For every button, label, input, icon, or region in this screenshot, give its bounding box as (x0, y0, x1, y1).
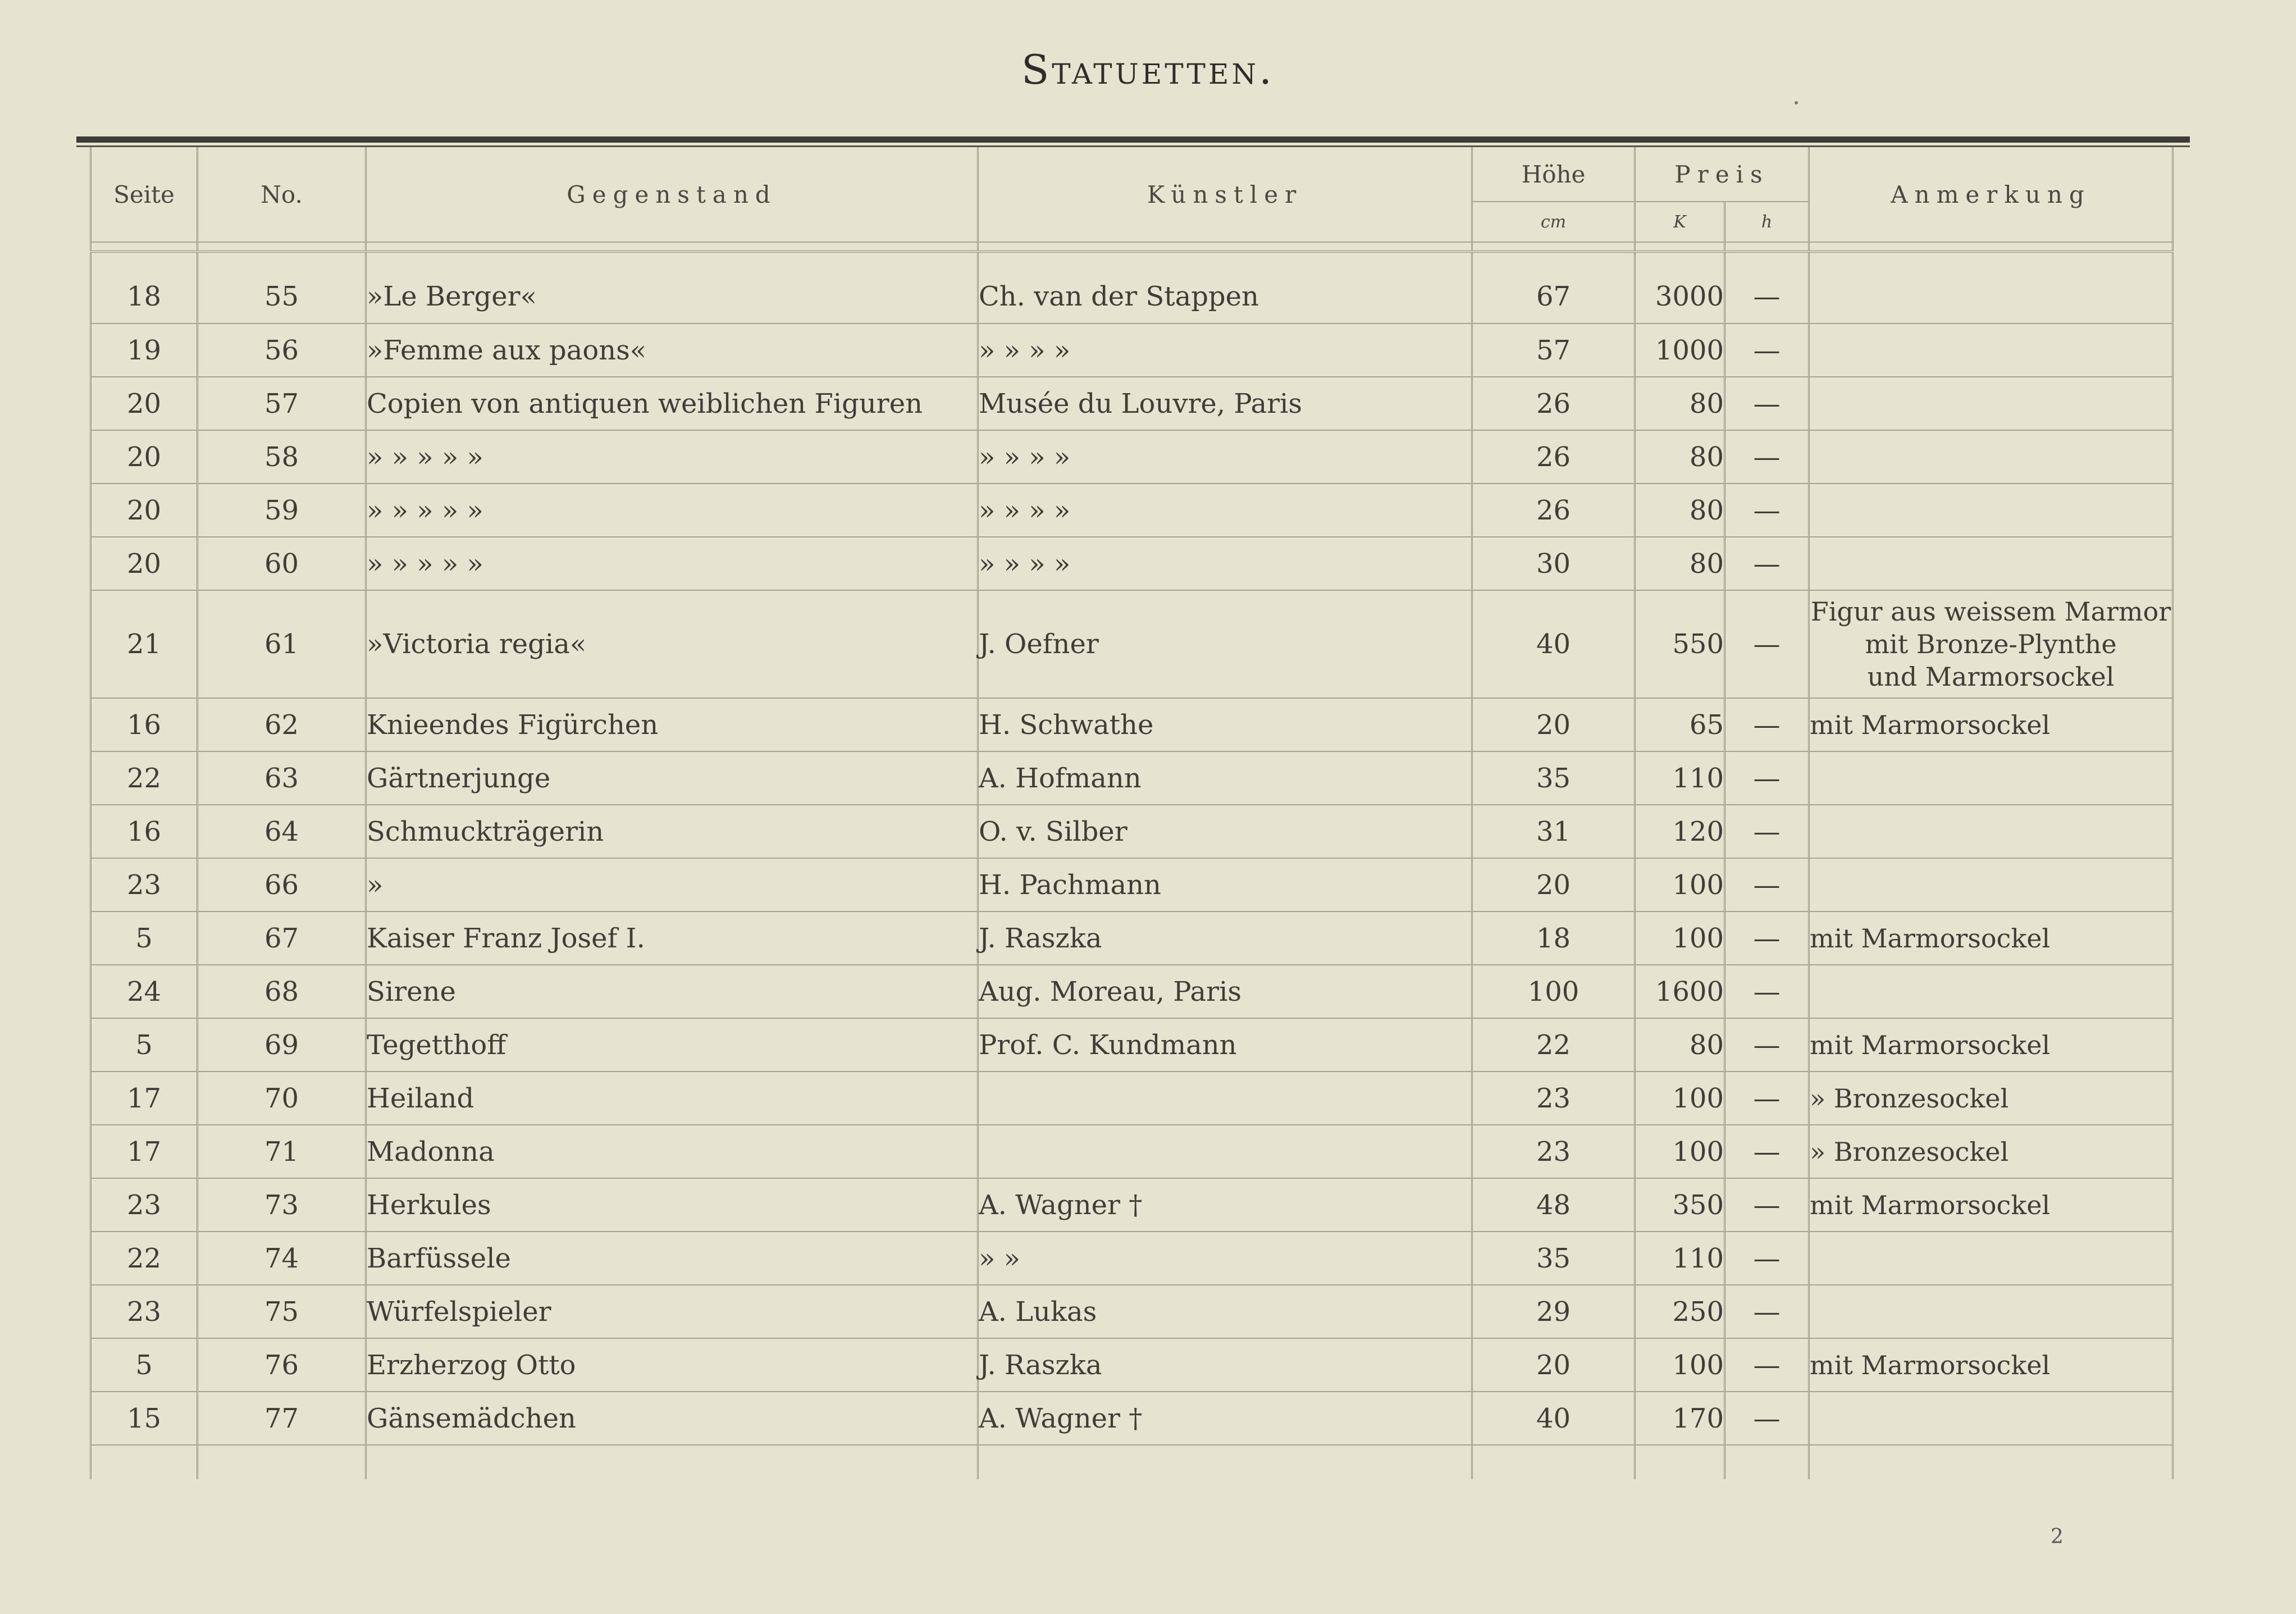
cell-preis-k: 110 (1635, 1232, 1725, 1285)
header-gegenstand: Gegenstand (366, 147, 978, 242)
cell-no: 56 (198, 323, 366, 377)
cell-preis-h: — (1725, 698, 1809, 751)
cell-anmerkung (1809, 858, 2173, 911)
cell-hoehe: 40 (1472, 590, 1635, 698)
cell-gegenstand: Knieendes Figürchen (366, 698, 978, 751)
header-hoehe: Höhe (1472, 147, 1635, 202)
cell-preis-h: — (1725, 965, 1809, 1018)
cell-kuenstler: » » » » (978, 430, 1472, 484)
cell-gegenstand: Madonna (366, 1125, 978, 1178)
cell-preis-k: 100 (1635, 858, 1725, 911)
table-row (91, 858, 2173, 911)
cell-kuenstler: » » » » (978, 537, 1472, 590)
cell-no: 63 (198, 751, 366, 805)
cell-seite: 5 (91, 911, 198, 965)
cell-seite: 5 (91, 1018, 198, 1072)
cell-preis-k: 100 (1635, 1125, 1725, 1178)
cell-hoehe: 57 (1472, 323, 1635, 377)
cell-gegenstand: Kaiser Franz Josef I. (366, 911, 978, 965)
header-no: No. (198, 147, 366, 242)
table-row (91, 430, 2173, 484)
table-row (91, 323, 2173, 377)
cell-gegenstand: Erzherzog Otto (366, 1338, 978, 1392)
table-row (91, 1285, 2173, 1338)
cell-preis-k: 250 (1635, 1285, 1725, 1338)
cell-gegenstand: Heiland (366, 1072, 978, 1125)
cell-seite: 20 (91, 537, 198, 590)
cell-no: 66 (198, 858, 366, 911)
cell-kuenstler: Ch. van der Stappen (978, 252, 1472, 323)
cell-hoehe: 35 (1472, 751, 1635, 805)
cell-anmerkung (1809, 323, 2173, 377)
cell-seite: 17 (91, 1072, 198, 1125)
cell-anmerkung (1809, 484, 2173, 537)
empty-cell (366, 1445, 978, 1479)
cell-hoehe: 30 (1472, 537, 1635, 590)
cell-gegenstand: Copien von antiquen weiblichen Figuren (366, 377, 978, 430)
table-row (91, 805, 2173, 858)
cell-preis-h: — (1725, 1232, 1809, 1285)
cell-kuenstler: » » » » (978, 484, 1472, 537)
cell-anmerkung (1809, 805, 2173, 858)
cell-gegenstand: Barfüssele (366, 1232, 978, 1285)
cell-preis-k: 80 (1635, 430, 1725, 484)
cell-kuenstler (978, 1125, 1472, 1178)
empty-cell (91, 1445, 198, 1479)
cell-seite: 18 (91, 252, 198, 323)
cell-gegenstand: Gänsemädchen (366, 1392, 978, 1445)
cell-gegenstand: Herkules (366, 1178, 978, 1232)
cell-preis-k: 100 (1635, 1338, 1725, 1392)
cell-no: 61 (198, 590, 366, 698)
cell-hoehe: 100 (1472, 965, 1635, 1018)
cell-hoehe: 18 (1472, 911, 1635, 965)
cell-hoehe: 48 (1472, 1178, 1635, 1232)
cell-no: 68 (198, 965, 366, 1018)
table-row (91, 377, 2173, 430)
cell-seite: 20 (91, 430, 198, 484)
cell-seite: 23 (91, 858, 198, 911)
cell-anmerkung (1809, 430, 2173, 484)
page-number: 2 (2051, 1525, 2064, 1548)
cell-no: 59 (198, 484, 366, 537)
cell-preis-h: — (1725, 537, 1809, 590)
empty-cell (978, 1445, 1472, 1479)
table-row (91, 965, 2173, 1018)
cell-preis-k: 100 (1635, 911, 1725, 965)
table-row (91, 252, 2173, 323)
cell-no: 55 (198, 252, 366, 323)
cell-kuenstler: J. Raszka (978, 1338, 1472, 1392)
cell-anmerkung (1809, 965, 2173, 1018)
top-rule-thick (76, 136, 2190, 143)
cell-seite: 23 (91, 1178, 198, 1232)
cell-preis-h: — (1725, 1018, 1809, 1072)
table-row (91, 484, 2173, 537)
cell-no: 58 (198, 430, 366, 484)
cell-kuenstler: Aug. Moreau, Paris (978, 965, 1472, 1018)
cell-seite: 15 (91, 1392, 198, 1445)
cell-hoehe: 22 (1472, 1018, 1635, 1072)
cell-preis-h: — (1725, 377, 1809, 430)
cell-kuenstler: Prof. C. Kundmann (978, 1018, 1472, 1072)
cell-seite: 22 (91, 1232, 198, 1285)
cell-hoehe: 20 (1472, 858, 1635, 911)
cell-gegenstand: » (366, 858, 978, 911)
cell-kuenstler: A. Wagner † (978, 1178, 1472, 1232)
cell-gegenstand: » » » » » (366, 537, 978, 590)
cell-anmerkung: mit Marmorsockel (1809, 1338, 2173, 1392)
cell-preis-h: — (1725, 484, 1809, 537)
cell-gegenstand: Schmuckträgerin (366, 805, 978, 858)
cell-hoehe: 67 (1472, 252, 1635, 323)
header-anmerkung: Anmerkung (1809, 147, 2173, 242)
cell-anmerkung: mit Marmorsockel (1809, 698, 2173, 751)
cell-gegenstand: »Le Berger« (366, 252, 978, 323)
empty-cell (1635, 1445, 1725, 1479)
cell-preis-k: 80 (1635, 377, 1725, 430)
cell-kuenstler: » » (978, 1232, 1472, 1285)
cell-preis-k: 350 (1635, 1178, 1725, 1232)
cell-kuenstler: J. Oefner (978, 590, 1472, 698)
cell-hoehe: 35 (1472, 1232, 1635, 1285)
cell-no: 69 (198, 1018, 366, 1072)
cell-no: 71 (198, 1125, 366, 1178)
cell-preis-k: 80 (1635, 484, 1725, 537)
cell-anmerkung (1809, 590, 2173, 698)
cell-anmerkung (1809, 1285, 2173, 1338)
cell-gegenstand: »Victoria regia« (366, 590, 978, 698)
cell-gegenstand: »Femme aux paons« (366, 323, 978, 377)
cell-seite: 16 (91, 805, 198, 858)
cell-preis-k: 80 (1635, 537, 1725, 590)
cell-no: 62 (198, 698, 366, 751)
table-row (91, 1018, 2173, 1072)
cell-hoehe: 40 (1472, 1392, 1635, 1445)
cell-preis-k: 170 (1635, 1392, 1725, 1445)
cell-preis-h: — (1725, 1338, 1809, 1392)
table-row (91, 911, 2173, 965)
cell-no: 73 (198, 1178, 366, 1232)
cell-preis-k: 120 (1635, 805, 1725, 858)
cell-seite: 24 (91, 965, 198, 1018)
cell-seite: 5 (91, 1338, 198, 1392)
cell-preis-k: 1600 (1635, 965, 1725, 1018)
cell-seite: 20 (91, 377, 198, 430)
cell-preis-h: — (1725, 590, 1809, 698)
header-preis: Preis (1635, 147, 1809, 202)
cell-kuenstler: » » » » (978, 323, 1472, 377)
header-preis-h: h (1725, 202, 1809, 242)
cell-hoehe: 26 (1472, 430, 1635, 484)
cell-kuenstler: A. Lukas (978, 1285, 1472, 1338)
cell-kuenstler: A. Hofmann (978, 751, 1472, 805)
cell-anmerkung (1809, 1392, 2173, 1445)
cell-anmerkung: mit Marmorsockel (1809, 1018, 2173, 1072)
cell-kuenstler: J. Raszka (978, 911, 1472, 965)
cell-preis-h: — (1725, 858, 1809, 911)
table-row (91, 1232, 2173, 1285)
cell-preis-h: — (1725, 430, 1809, 484)
cell-gegenstand: » » » » » (366, 430, 978, 484)
cell-hoehe: 26 (1472, 377, 1635, 430)
cell-hoehe: 23 (1472, 1125, 1635, 1178)
table-row (91, 751, 2173, 805)
table-row (91, 1392, 2173, 1445)
cell-kuenstler: A. Wagner † (978, 1392, 1472, 1445)
cell-hoehe: 23 (1472, 1072, 1635, 1125)
table-row (91, 1178, 2173, 1232)
cell-no: 74 (198, 1232, 366, 1285)
cell-preis-k: 550 (1635, 590, 1725, 698)
cell-no: 67 (198, 911, 366, 965)
cell-seite: 22 (91, 751, 198, 805)
cell-preis-h: — (1725, 1285, 1809, 1338)
cell-hoehe: 26 (1472, 484, 1635, 537)
cell-preis-k: 100 (1635, 1072, 1725, 1125)
cell-preis-h: — (1725, 805, 1809, 858)
cell-gegenstand: Würfelspieler (366, 1285, 978, 1338)
cell-preis-h: — (1725, 1125, 1809, 1178)
cell-preis-h: — (1725, 911, 1809, 965)
cell-no: 60 (198, 537, 366, 590)
cell-kuenstler: H. Schwathe (978, 698, 1472, 751)
statuetten-table (90, 147, 2174, 1479)
header-seite: Seite (91, 147, 198, 242)
cell-preis-h: — (1725, 751, 1809, 805)
cell-seite: 17 (91, 1125, 198, 1178)
note-line: mit Bronze-Plynthe (1865, 629, 2117, 659)
table-row (91, 698, 2173, 751)
cell-kuenstler: O. v. Silber (978, 805, 1472, 858)
cell-preis-h: — (1725, 323, 1809, 377)
empty-cell (198, 1445, 366, 1479)
cell-hoehe: 20 (1472, 698, 1635, 751)
cell-kuenstler (978, 1072, 1472, 1125)
cell-preis-h: — (1725, 1072, 1809, 1125)
cell-preis-h: — (1725, 252, 1809, 323)
cell-no: 76 (198, 1338, 366, 1392)
header-kuenstler: Künstler (978, 147, 1472, 242)
paper-speck (1795, 101, 1798, 104)
page-title: Statuetten. (1021, 46, 1275, 93)
cell-anmerkung (1809, 537, 2173, 590)
cell-preis-k: 80 (1635, 1018, 1725, 1072)
cell-preis-h: — (1725, 1178, 1809, 1232)
cell-seite: 16 (91, 698, 198, 751)
cell-anmerkung (1809, 377, 2173, 430)
table-row (91, 1125, 2173, 1178)
cell-gegenstand: » » » » » (366, 484, 978, 537)
cell-anmerkung (1809, 1232, 2173, 1285)
cell-preis-k: 65 (1635, 698, 1725, 751)
cell-hoehe: 29 (1472, 1285, 1635, 1338)
empty-row (91, 1445, 2173, 1479)
cell-gegenstand: Tegetthoff (366, 1018, 978, 1072)
cell-kuenstler: Musée du Louvre, Paris (978, 377, 1472, 430)
cell-no: 64 (198, 805, 366, 858)
empty-cell (1472, 1445, 1635, 1479)
cell-anmerkung (1809, 751, 2173, 805)
cell-no: 75 (198, 1285, 366, 1338)
empty-cell (1809, 1445, 2173, 1479)
cell-preis-k: 3000 (1635, 252, 1725, 323)
cell-seite: 20 (91, 484, 198, 537)
cell-no: 77 (198, 1392, 366, 1445)
cell-preis-k: 1000 (1635, 323, 1725, 377)
cell-anmerkung: » Bronzesockel (1809, 1072, 2173, 1125)
cell-seite: 23 (91, 1285, 198, 1338)
empty-cell (1725, 1445, 1809, 1479)
table-body (91, 252, 2173, 1479)
cell-no: 70 (198, 1072, 366, 1125)
table-row (91, 590, 2173, 698)
note-line: Figur aus weissem Marmor (1810, 596, 2171, 627)
header-preis-k: K (1635, 202, 1725, 242)
cell-anmerkung: mit Marmorsockel (1809, 1178, 2173, 1232)
cell-hoehe: 20 (1472, 1338, 1635, 1392)
cell-anmerkung (1809, 252, 2173, 323)
cell-no: 57 (198, 377, 366, 430)
cell-seite: 21 (91, 590, 198, 698)
cell-preis-k: 110 (1635, 751, 1725, 805)
header-hoehe-unit: cm (1472, 202, 1635, 242)
table-row (91, 1338, 2173, 1392)
cell-anmerkung: mit Marmorsockel (1809, 911, 2173, 965)
cell-gegenstand: Gärtnerjunge (366, 751, 978, 805)
cell-seite: 19 (91, 323, 198, 377)
table-row (91, 1072, 2173, 1125)
cell-gegenstand: Sirene (366, 965, 978, 1018)
table-row (91, 537, 2173, 590)
cell-preis-h: — (1725, 1392, 1809, 1445)
note-line: und Marmorsockel (1867, 662, 2115, 692)
cell-anmerkung: » Bronzesockel (1809, 1125, 2173, 1178)
cell-kuenstler: H. Pachmann (978, 858, 1472, 911)
cell-hoehe: 31 (1472, 805, 1635, 858)
